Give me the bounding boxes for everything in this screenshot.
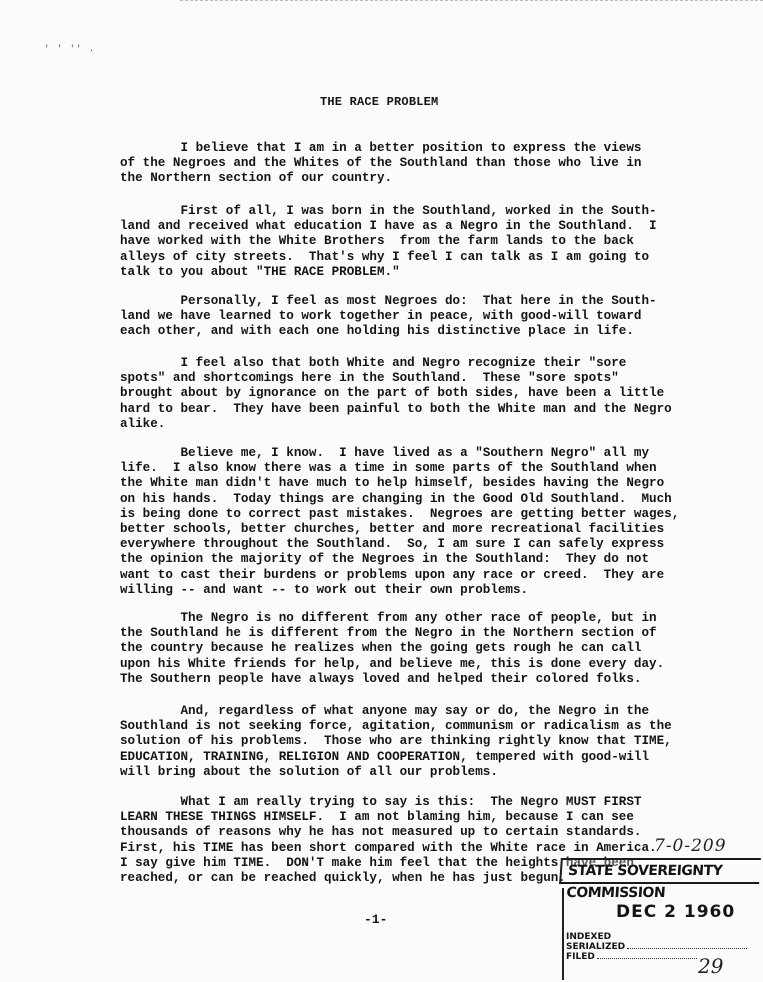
stamp-field-indexed: INDEXED	[566, 932, 612, 942]
stamp-field-serialized: SERIALIZED	[566, 942, 747, 952]
top-edge-marks	[180, 0, 763, 3]
paragraph-8: What I am really trying to say is this: The Negro MUST FIRST LEARN THESE THINGS HIMSELF. I am not blaming him, because I can see thousands of reasons why he has not measured up to certain standards. First, his TIME has been short compared with the White race in America. I say give him TIME. DON'T make him feel that the heights have been reached, or can be reached quickly, when he has just begun.	[120, 795, 657, 886]
commission-name: STATE SOVEREIGNTY COMMISSION	[559, 858, 761, 884]
paragraph-2: First of all, I was born in the Southland, worked in the South- land and received what education I have as a Negro in the Southland. I have worked with the White Brothers from the farm lands to the back alleys of city streets. That's why I feel I can talk as I am going to talk to you about "THE RACE PROBLEM."	[120, 204, 657, 279]
paragraph-4: I feel also that both White and Negro recognize their "sore spots" and shortcomings here in the Southland. These "sore spots" brought about by ignorance on the part of both sides, have been a little hard to bear. They have been painful to both the White man and the Negro alike.	[120, 356, 672, 431]
document-title: THE RACE PROBLEM	[320, 95, 439, 109]
handwritten-mark: 29	[698, 954, 724, 978]
page-number: -1-	[364, 912, 388, 927]
paragraph-7: And, regardless of what anyone may say or do, the Negro in the Southland is not seeking force, agitation, communism or radicalism as the solution of his problems. Those who are thinking rightly know that TIME, EDUCATION, TRAINING, RELIGION AND COOPERATION, tempered with good-will will bring about the solution of all our problems.	[120, 704, 672, 779]
commission-stamp	[560, 836, 760, 980]
stamp-box-edge	[562, 888, 564, 980]
paragraph-6: The Negro is no different from any other race of people, but in the Southland he is different from the Negro in the Northern section of the country because he realizes when the going gets rough he can call upon his White friends for help, and believe me, this is done every day. The Southern people have always loved and helped their colored folks.	[120, 611, 665, 686]
stamp-field-filed: FILED	[566, 952, 697, 962]
paragraph-3: Personally, I feel as most Negroes do: That here in the South- land we have learned to work together in peace, with good-will toward each other, and with each one holding his distinctive place in life.	[120, 294, 657, 339]
paragraph-1: I believe that I am in a better position to express the views of the Negroes and the Whites of the Southland than those who live in the Northern section of our country.	[120, 141, 642, 186]
paragraph-5: Believe me, I know. I have lived as a "Southern Negro" all my life. I also know there was a time in some parts of the Southland when the White man didn't have much to help himself, besides having the Negro on his hands. Today things are changing in the Good Old Southland. Much is being done to correct past mistakes. Negroes are getting better wages, better schools, better churches, better and more recreational facilities everywhere throughout the Southland. So, I am sure I can safely express the opinion the majority of the Negroes in the Southland: They do not want to cast their burdens or problems upon any race or creed. They are willing -- and want -- to work out their own problems.	[120, 446, 680, 597]
stamp-date: DEC 2 1960	[616, 902, 736, 922]
handwritten-file-number: 7-0-209	[654, 836, 727, 856]
scan-specks: ' ' '' .	[44, 44, 96, 54]
